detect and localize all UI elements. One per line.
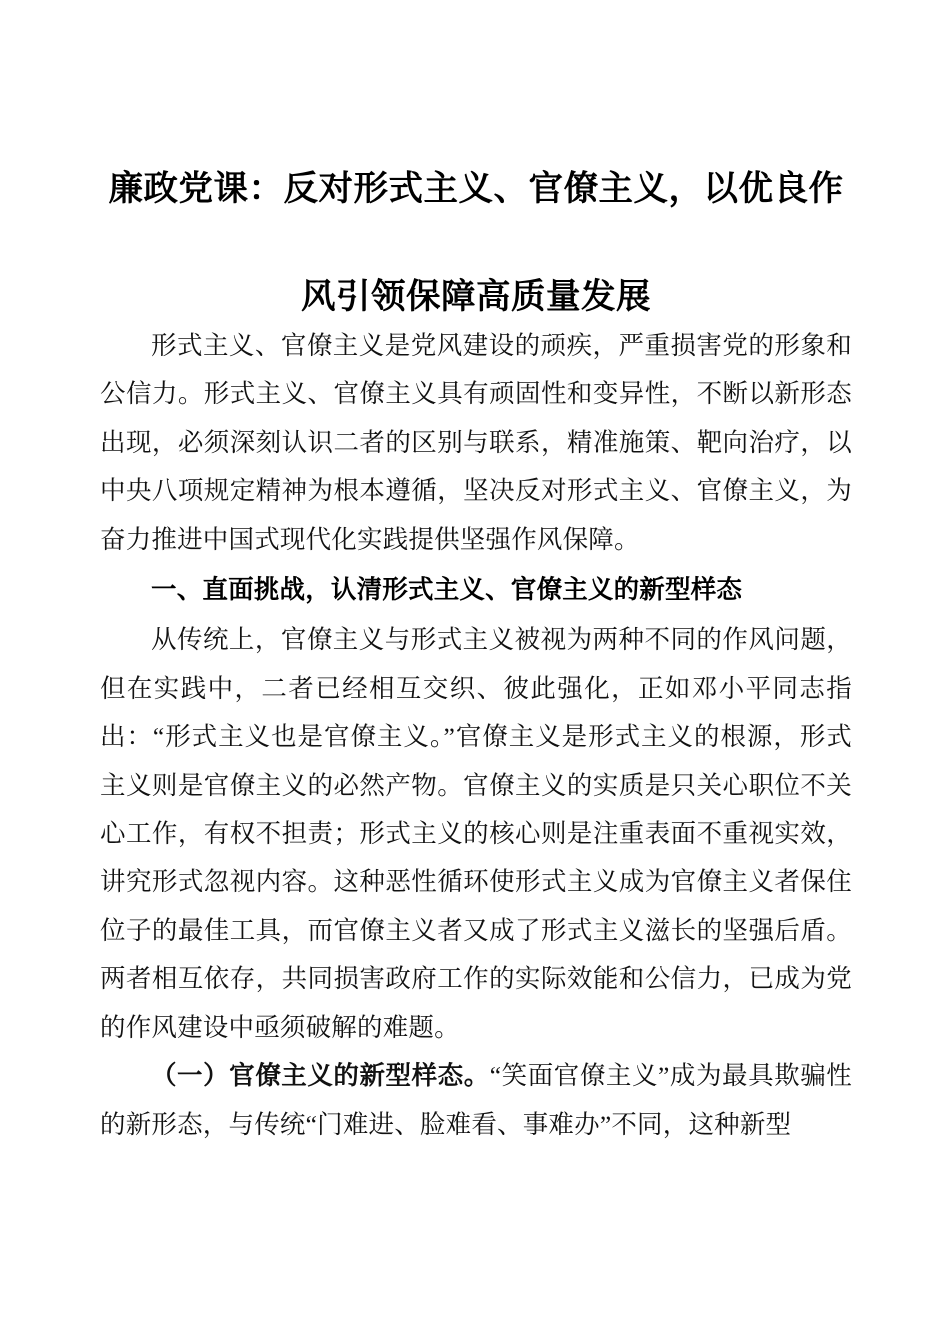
- sub-heading-1-text: “笑面官僚主义”成为最具欺骗性的新形态，与传统“门难进、脸难看、事难办”不同，这种新型: [100, 1061, 852, 1139]
- section-heading-1: 一、直面挑战，认清形式主义、官僚主义的新型样态: [151, 575, 743, 605]
- paragraph-intro: 形式主义、官僚主义是党风建设的顽疾，严重损害党的形象和公信力。形式主义、官僚主义具有顽固性和变异性，不断以新形态出现，必须深刻认识二者的区别与联系，精准施策、靶向治疗，以中央八项规定精神为根本遵循，坚决反对形式主义、官僚主义，为奋力推进中国式现代化实践提供坚强作风保障。: [100, 331, 852, 554]
- document-body: [100, 322, 852, 1149]
- paragraph-body-1: 从传统上，官僚主义与形式主义被视为两种不同的作风问题，但在实践中，二者已经相互交织、彼此强化，正如邓小平同志指出：“形式主义也是官僚主义。”官僚主义是形式主义的根源，形式主义则是官僚主义的必然产物。官僚主义的实质是只关心职位不关心工作，有权不担责；形式主义的核心则是注重表面不重视实效，讲究形式忽视内容。这种恶性循环使形式主义成为官僚主义者保住位子的最佳工具，而官僚主义者又成了形式主义滋长的坚强后盾。两者相互依存，共同损害政府工作的实际效能和公信力，已成为党的作风建设中亟须破解的难题。: [100, 625, 852, 1042]
- page-title: 廉政党课：反对形式主义、官僚主义，以优良作风引领保障高质量发展: [108, 170, 844, 317]
- sub-heading-1-label: （一）官僚主义的新型样态。: [151, 1061, 490, 1091]
- paragraph-sub-1: [100, 1052, 852, 1149]
